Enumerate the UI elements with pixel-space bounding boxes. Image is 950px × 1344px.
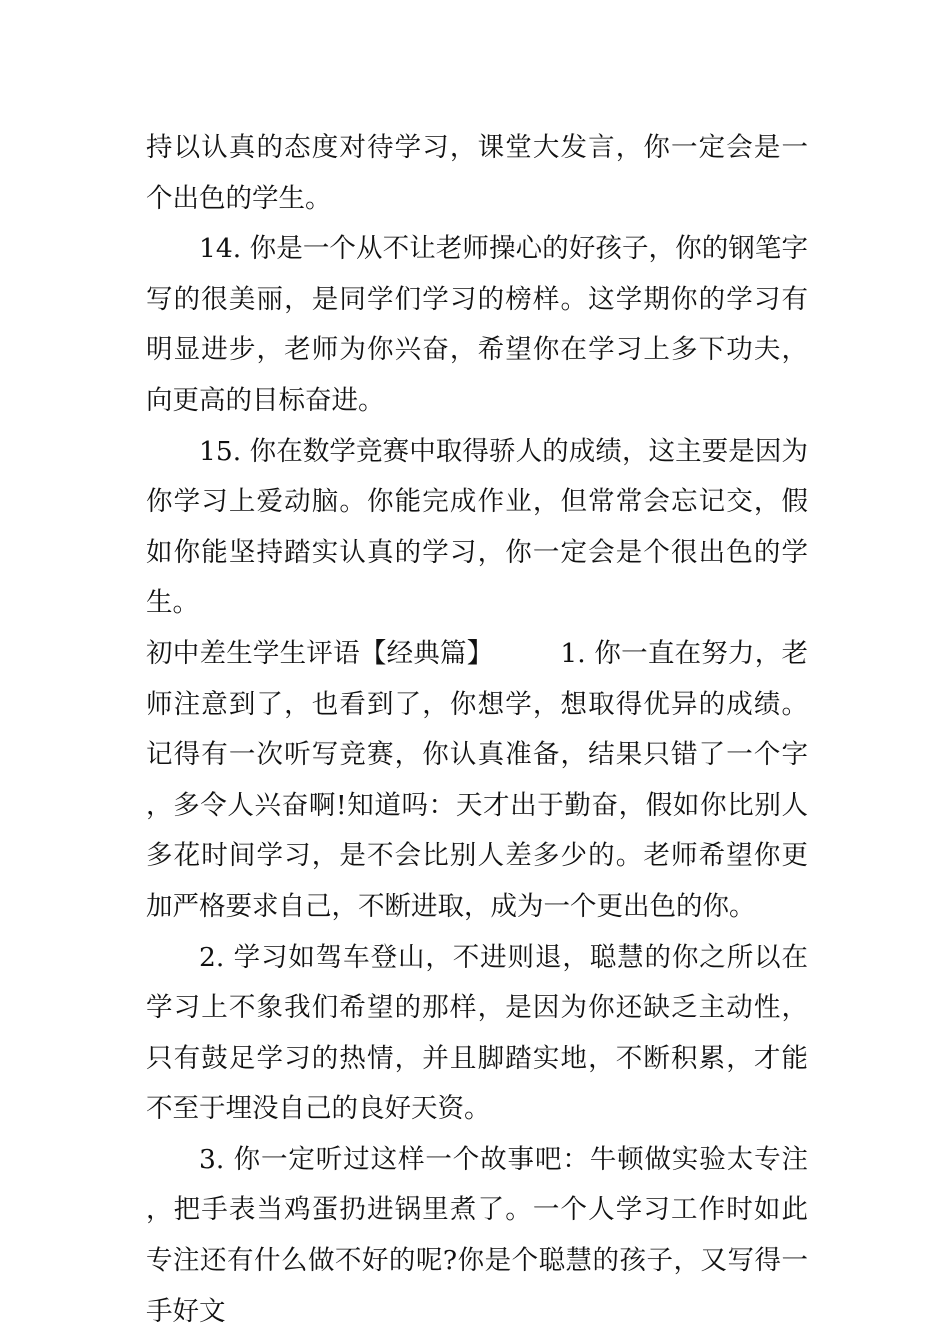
paragraph-comment-15: 15. 你在数学竞赛中取得骄人的成绩，这主要是因为你学习上爱动脑。你能完成作业，但常常会忘记交，假如你能坚持踏实认真的学习，你一定会是个很出色的学生。 <box>146 435 808 619</box>
paragraph-continuation: 持以认真的态度对待学习，课堂大发言，你一定会是一个出色的学生。 <box>146 132 808 214</box>
document-body <box>146 123 808 1337</box>
paragraph-comment-14: 14. 你是一个从不让老师操心的好孩子，你的钢笔字写的很美丽，是同学们学习的榜样。这学期你的学习有明显进步，老师为你兴奋，希望你在学习上多下功夫，向更高的目标奋进。 <box>146 233 808 416</box>
paragraph-comment-3: 3. 你一定听过这样一个故事吧：牛顿做实验太专注，把手表当鸡蛋扔进锅里煮了。一个人学习工作时如此专注还有什么做不好的呢?你是个聪慧的孩子，又写得一手好文 <box>146 1143 808 1327</box>
paragraph-section-classic-1: 初中差生学生评语【经典篇】 1. 你一直在努力，老师注意到了，也看到了，你想学，想取得优异的成绩。记得有一次听写竞赛，你认真准备，结果只错了一个字，多令人兴奋啊!知道吗：天才出于勤奋，假如你比别人多花时间学习，是不会比别人差多少的。老师希望你更加严格要求自己，不断进取，成为一个更出色的你。 <box>146 637 808 922</box>
paragraph-comment-2: 2. 学习如驾车登山，不进则退，聪慧的你之所以在学习上不象我们希望的那样，是因为你还缺乏主动性，只有鼓足学习的热情，并且脚踏实地，不断积累，才能不至于埋没自己的良好天资。 <box>146 941 808 1125</box>
